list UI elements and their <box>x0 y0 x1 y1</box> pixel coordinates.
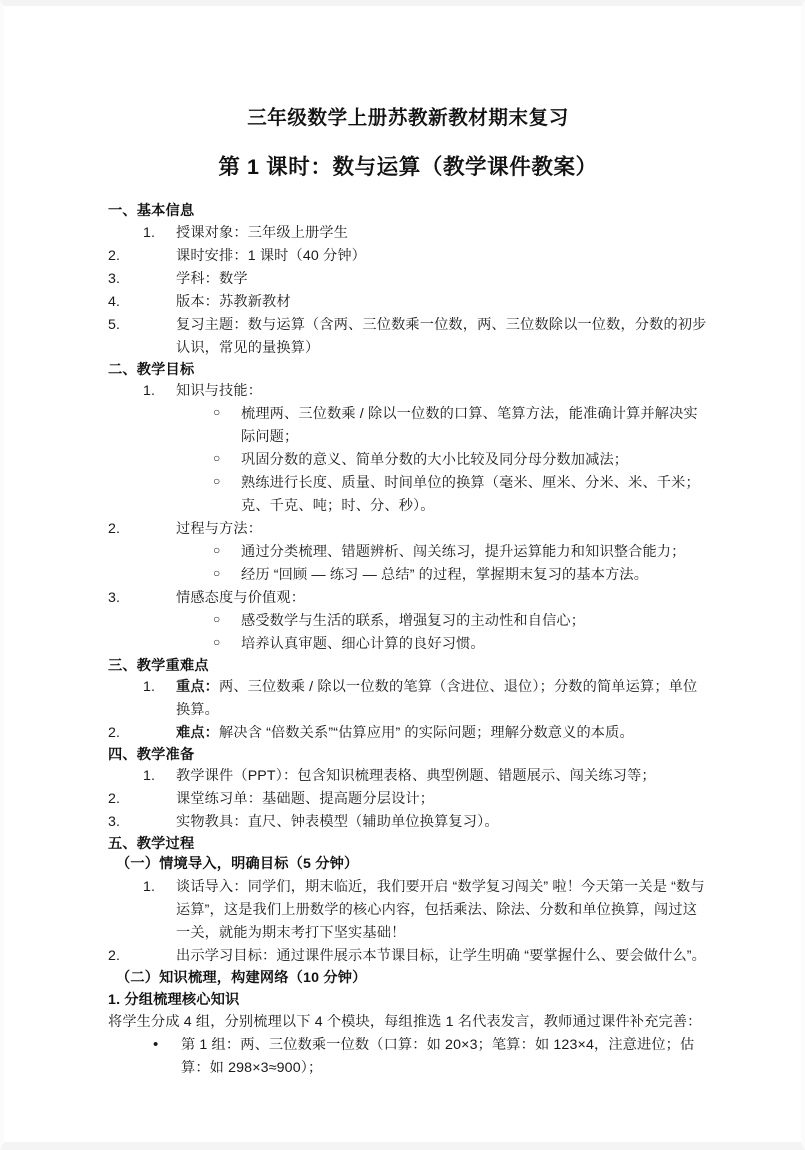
list-item-text: 通过分类梳理、错题辨析、闯关练习，提升运算能力和知识整合能力； <box>241 543 686 560</box>
list-item-text: 第 1 组：两、三位数乘一位数（口算：如 20×3；笔算：如 123×4，注意进位；估算：如 298×3≈900）； <box>181 1036 695 1076</box>
list-number: 1. <box>143 678 156 695</box>
list-item-text: 谈话导入：同学们，期末临近，我们要开启 “数学复习闯关” 啦！今天第一关是 “数与运算”，这是我们上册数学的核心内容，包括乘法、除法、分数和单位换算，闯过这一关，就能为期末考打下坚实基础！ <box>176 878 705 941</box>
list-item <box>108 633 708 656</box>
list-item-text: 复习主题：数与运算（含两、三位数乘一位数，两、三位数除以一位数，分数的初步认识，常见的量换算） <box>176 316 707 356</box>
list-item-text: 两、三位数乘 / 除以一位数的笔算（含进位、退位）；分数的简单运算；单位换算。 <box>176 678 698 718</box>
document-body <box>108 104 708 1080</box>
list-item-text: 培养认真审题、细心计算的良好习惯。 <box>241 635 485 652</box>
section-heading-teaching-preparation: 四、教学准备 <box>108 746 195 763</box>
list-number: 2. <box>108 724 121 741</box>
list-item <box>108 403 708 449</box>
list-item-text: 过程与方法： <box>176 520 263 537</box>
list-item-text: 梳理两、三位数乘 / 除以一位数的口算、笔算方法，能准确计算并解决实际问题； <box>241 405 698 445</box>
list-item <box>108 811 708 834</box>
teaching-preparation-list <box>108 765 708 834</box>
hollow-bullet-icon: ○ <box>213 565 221 580</box>
process-methods-sublist <box>108 541 708 587</box>
list-number: 3. <box>108 589 121 606</box>
list-number: 3. <box>108 814 121 831</box>
attitude-values-list <box>108 587 708 610</box>
list-item <box>108 245 708 268</box>
list-number: 2. <box>108 947 121 964</box>
list-item <box>108 518 708 541</box>
list-item-text: 出示学习目标：通过课件展示本节课目标，让学生明确 “要掌握什么、要会做什么”。 <box>176 947 706 964</box>
list-item-text: 授课对象：三年级上册学生 <box>176 224 349 241</box>
minor-heading-group-review: 1. 分组梳理核心知识 <box>108 991 240 1008</box>
list-item <box>108 222 708 245</box>
list-item-text: 课时安排：1 课时（40 分钟） <box>176 247 367 264</box>
page-subtitle: 第 1 课时：数与运算（教学课件教案） <box>218 155 598 180</box>
list-number: 1. <box>143 224 156 241</box>
filled-bullet-icon: • <box>153 1035 159 1053</box>
list-item <box>108 676 708 722</box>
list-number: 1. <box>143 768 156 785</box>
list-item <box>108 268 708 291</box>
list-item <box>108 765 708 788</box>
list-number: 4. <box>108 293 121 310</box>
list-item <box>108 564 708 587</box>
list-number: 1. <box>143 878 156 895</box>
subsection-heading-knowledge-review: （二）知识梳理，构建网络（10 分钟） <box>116 969 367 986</box>
list-item <box>108 472 708 518</box>
list-number: 1. <box>143 382 156 399</box>
hollow-bullet-icon: ○ <box>213 611 221 626</box>
subsection-heading-situation-intro: （一）情境导入，明确目标（5 分钟） <box>116 856 359 873</box>
list-item-text: 情感态度与价值观： <box>176 589 306 606</box>
section-heading-teaching-process: 五、教学过程 <box>108 836 195 853</box>
list-number: 2. <box>108 520 121 537</box>
list-item-text: 感受数学与生活的联系，增强复习的主动性和自信心； <box>241 612 586 629</box>
key-difficult-points-list <box>108 676 708 745</box>
list-item <box>108 314 708 360</box>
group-modules-list <box>108 1034 708 1080</box>
hollow-bullet-icon: ○ <box>213 473 221 488</box>
list-item <box>108 541 708 564</box>
list-item <box>108 945 708 968</box>
list-item <box>108 587 708 610</box>
process-methods-list <box>108 518 708 541</box>
list-number: 3. <box>108 270 121 287</box>
list-item-lead: 重点： <box>176 678 220 695</box>
list-item <box>108 788 708 811</box>
list-item-lead: 难点： <box>176 724 220 741</box>
hollow-bullet-icon: ○ <box>213 634 221 649</box>
paragraph-group-instructions: 将学生分成 4 组，分别梳理以下 4 个模块，每组推选 1 名代表发言，教师通过课件补充完善： <box>108 1013 702 1030</box>
list-item-text: 经历 “回顾 — 练习 — 总结” 的过程，掌握期末复习的基本方法。 <box>241 566 649 583</box>
section-heading-key-difficult-points: 三、教学重难点 <box>108 657 209 674</box>
list-item <box>108 722 708 745</box>
list-number: 5. <box>108 316 121 333</box>
list-item <box>108 610 708 633</box>
list-item <box>108 876 708 945</box>
list-item-text: 学科：数学 <box>176 270 248 287</box>
basic-info-list <box>108 222 708 360</box>
list-item-text: 实物教具：直尺、钟表模型（辅助单位换算复习）。 <box>176 814 499 831</box>
situation-intro-list <box>108 876 708 968</box>
attitude-values-sublist <box>108 610 708 656</box>
list-item <box>108 291 708 314</box>
hollow-bullet-icon: ○ <box>213 404 221 419</box>
knowledge-skills-sublist <box>108 403 708 518</box>
list-item-text: 巩固分数的意义、简单分数的大小比较及同分母分数加减法； <box>241 451 629 468</box>
hollow-bullet-icon: ○ <box>213 542 221 557</box>
list-item <box>108 449 708 472</box>
list-number: 2. <box>108 791 121 808</box>
list-item-text: 版本：苏教新教材 <box>176 293 291 310</box>
list-number: 2. <box>108 247 121 264</box>
list-item-text: 解决含 “倍数关系”“估算应用” 的实际问题；理解分数意义的本质。 <box>219 724 634 741</box>
list-item <box>108 380 708 403</box>
section-heading-teaching-goals: 二、教学目标 <box>108 361 195 378</box>
list-item <box>108 1034 708 1080</box>
list-item-text: 知识与技能： <box>176 382 263 399</box>
teaching-goals-list <box>108 380 708 403</box>
hollow-bullet-icon: ○ <box>213 450 221 465</box>
page-title: 三年级数学上册苏教新教材期末复习 <box>247 107 569 129</box>
section-heading-basic-info: 一、基本信息 <box>108 203 195 220</box>
list-item-text: 教学课件（PPT）：包含知识梳理表格、典型例题、错题展示、闯关练习等； <box>176 768 656 785</box>
list-item-text: 熟练进行长度、质量、时间单位的换算（毫米、厘米、分米、米、千米；克、千克、吨；时、分、秒）。 <box>241 474 700 514</box>
list-item-text: 课堂练习单：基础题、提高题分层设计； <box>176 791 435 808</box>
